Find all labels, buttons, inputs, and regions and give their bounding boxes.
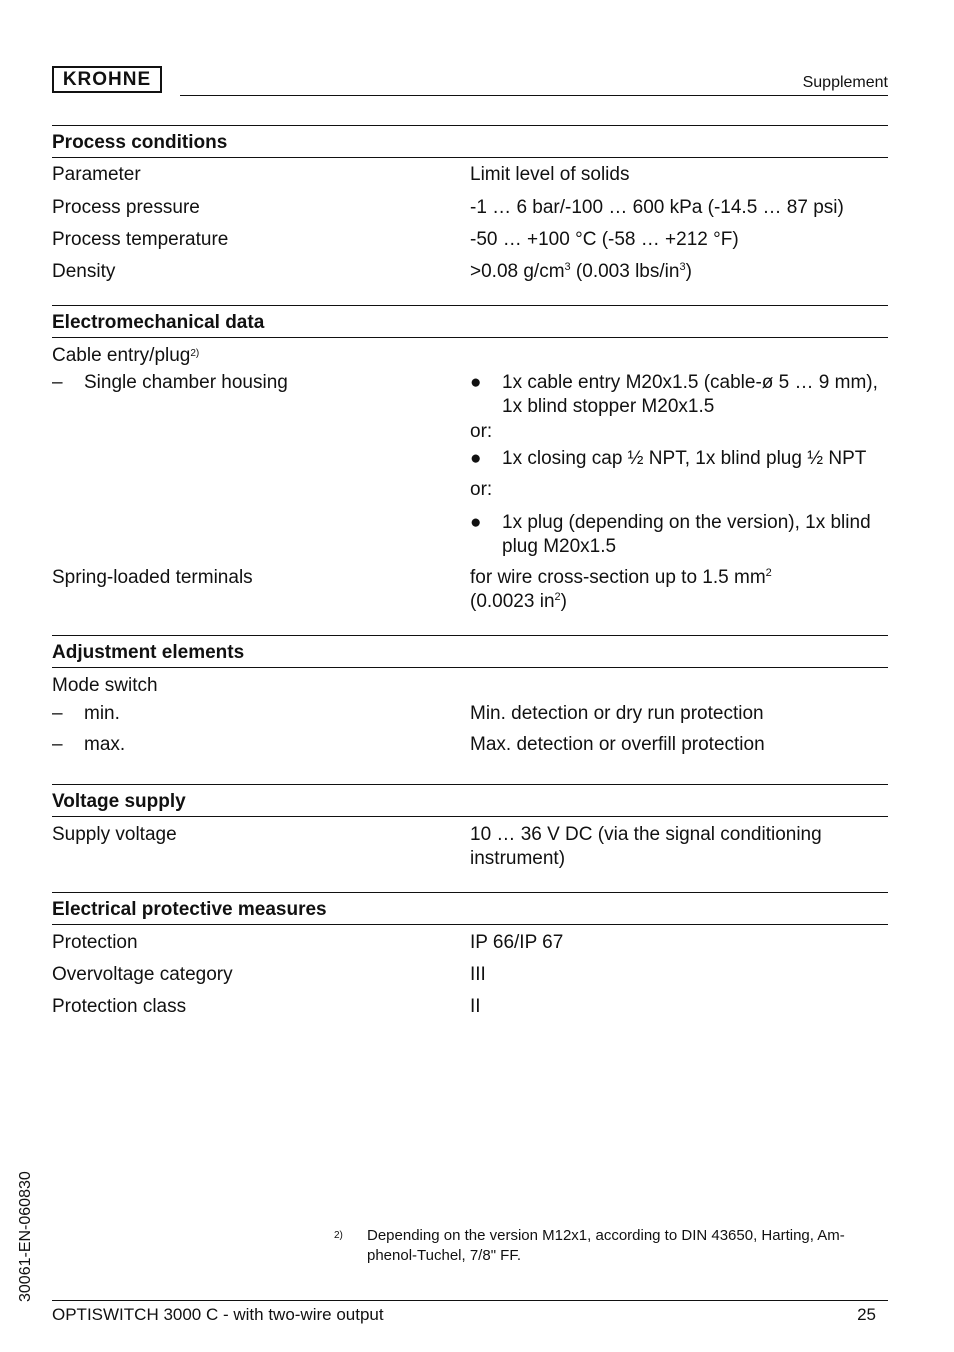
voltage-supply-section: [52, 784, 888, 884]
overvoltage-value: III: [470, 964, 486, 985]
dash-marker: –: [52, 372, 63, 393]
electromechanical-section: [52, 305, 888, 630]
adjustment-section: [52, 635, 888, 775]
pressure-value: -1 … 6 bar/-100 … 600 kPa (-14.5 … 87 psi): [470, 197, 844, 218]
footnote-ref: 2): [190, 348, 200, 359]
bullet-icon: ●: [470, 512, 482, 533]
housing-label: Single chamber housing: [84, 372, 288, 393]
footnote-text: Depending on the version M12x1, according to DIN 43650, Harting, Am-phenol-Tuchel, 7/8" FF.: [367, 1227, 845, 1264]
parameter-value: Limit level of solids: [470, 164, 630, 185]
density-value: >0.08 $g/cm^3$ (0.003 lbs/$in^3$): [470, 261, 692, 282]
option-3: ● 1x plug (depending on the version), 1x blind plug M20x1.5: [470, 512, 871, 557]
page-number: 25: [857, 1305, 876, 1324]
protection-value: IP 66/IP 67: [470, 932, 564, 953]
process-conditions-section: [52, 125, 888, 300]
density-label: Density: [52, 261, 116, 282]
footer-product: OPTISWITCH 3000 C - with two-wire output: [52, 1305, 384, 1324]
section-title: Electrical protective measures: [52, 892, 888, 925]
krohne-logo: KROHNE: [52, 66, 162, 93]
or-separator-2: or:: [470, 479, 493, 500]
dash-marker: –: [52, 703, 63, 724]
supply-voltage-label: Supply voltage: [52, 824, 177, 845]
dash-marker: –: [52, 734, 63, 755]
protective-measures-section: [52, 892, 888, 1032]
min-value: Min. detection or dry run protection: [470, 703, 764, 724]
protection-label: Protection: [52, 932, 138, 953]
or-separator-1: or:: [470, 421, 493, 442]
bullet-icon: ●: [470, 372, 482, 393]
section-title: Electromechanical data: [52, 305, 888, 338]
protection-class-value: II: [470, 996, 481, 1017]
option-2: ● 1x closing cap ½ NPT, 1x blind plug ½ NPT: [470, 448, 867, 469]
temperature-label: Process temperature: [52, 229, 229, 250]
max-value: Max. detection or overfill protection: [470, 734, 765, 755]
pressure-label: Process pressure: [52, 197, 200, 218]
header-rule: [180, 95, 888, 96]
section-title: Voltage supply: [52, 784, 888, 817]
terminals-value: for wire cross-section up to 1.5 $mm^2$ (0.0023 $in^2$): [470, 567, 772, 612]
mode-switch-label: Mode switch: [52, 675, 158, 696]
option-1: ● 1x cable entry M20x1.5 (cable-ø 5 … 9 mm), 1x blind stopper M20x1.5: [470, 372, 878, 417]
parameter-label: Parameter: [52, 164, 141, 185]
section-title: Process conditions: [52, 125, 888, 158]
max-label: max.: [84, 734, 126, 755]
temperature-value: -50 … +100 °C (-58 … +212 °F): [470, 229, 739, 250]
footer-rule: [52, 1300, 888, 1301]
supply-voltage-value: 10 … 36 V DC (via the signal conditioning instrument): [470, 824, 822, 869]
protection-class-label: Protection class: [52, 996, 187, 1017]
header-section-label: Supplement: [802, 74, 888, 91]
overvoltage-label: Overvoltage category: [52, 964, 233, 985]
bullet-icon: ●: [470, 448, 482, 469]
footnote-number: 2): [334, 1230, 343, 1241]
section-title: Adjustment elements: [52, 635, 888, 668]
document-code: 30061-EN-060830: [17, 1171, 34, 1302]
terminals-label: Spring-loaded terminals: [52, 567, 253, 588]
cable-entry-label: Cable entry/plug$^{2)}$: [52, 345, 200, 366]
min-label: min.: [84, 703, 120, 724]
